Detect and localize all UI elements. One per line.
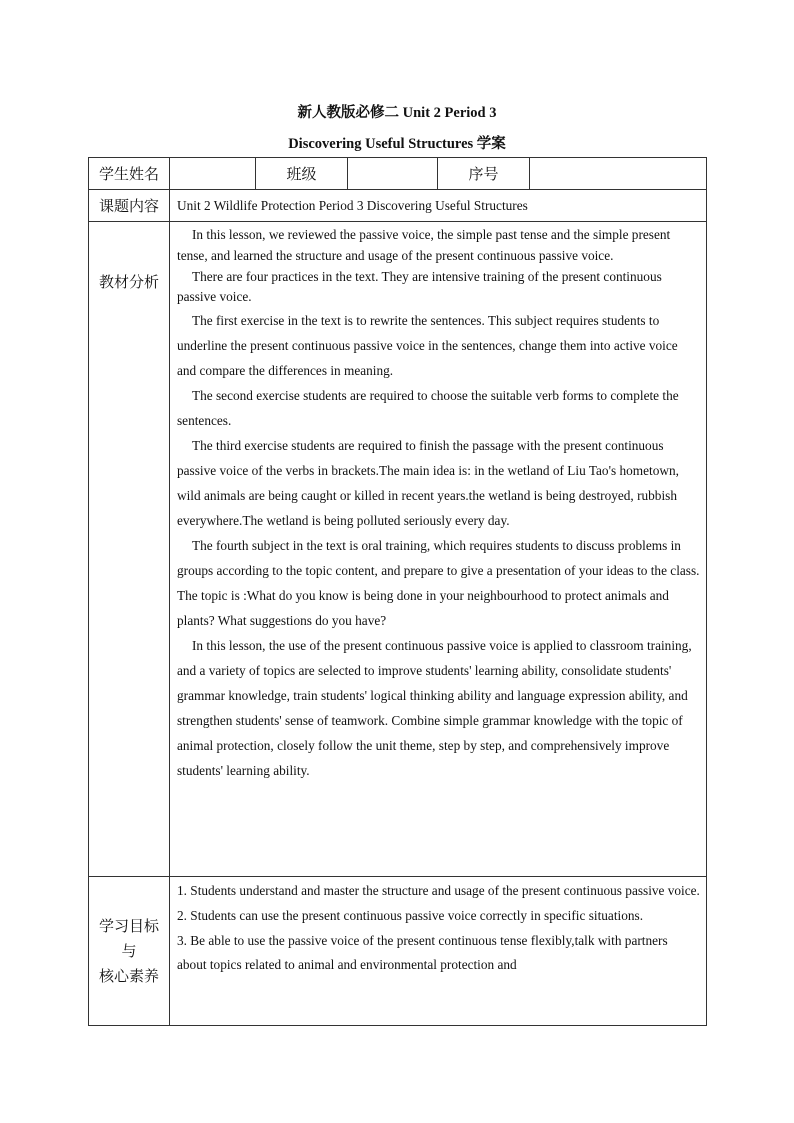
analysis-row [89, 222, 707, 877]
number-field[interactable] [530, 158, 707, 190]
topic-label: 课题内容 [89, 190, 170, 222]
analysis-paragraph: The second exercise students are required to choose the suitable verb forms to complete the sentences. [177, 388, 679, 429]
goals-label [89, 877, 170, 1026]
goal-item: 1. Students understand and master the structure and usage of the present continuous passive voice. [177, 883, 700, 898]
class-label: 班级 [256, 158, 348, 190]
student-name-field[interactable] [170, 158, 256, 190]
goals-label-line: 核心素养 [98, 966, 159, 985]
goals-label-line: 与 [121, 941, 137, 960]
analysis-paragraph: The third exercise students are required to finish the passage with the present continuous passive voice of the verbs in brackets.The main idea is: in the wetland of Liu Tao's hometown, wild animals are being caught or killed in recent years.the wetland is being destroyed, rubbish everywhere.The wetland is being polluted seriously every day. [177, 438, 679, 529]
analysis-paragraph: The fourth subject in the text is oral training, which requires students to discuss problems in groups according to the topic content, and prepare to give a presentation of your ideas to the class. The topic is :What do you know is being done in your neighbourhood to protect animals and plants? What suggestions do you have? [177, 538, 700, 629]
student-name-label: 学生姓名 [89, 158, 170, 190]
goals-label-line: 学习目标 [98, 916, 159, 935]
analysis-paragraph: In this lesson, we reviewed the passive voice, the simple past tense and the simple present tense, and learned the structure and usage of the present continuous passive voice. [177, 227, 671, 263]
analysis-content [170, 222, 707, 877]
topic-row [89, 190, 707, 222]
student-info-row [89, 158, 707, 190]
goal-item: 2. Students can use the present continuous passive voice correctly in specific situations. [177, 907, 644, 923]
analysis-paragraph: In this lesson, the use of the present continuous passive voice is applied to classroom training, and a variety of topics are selected to improve students' learning ability, consolidate students' grammar knowledge, train students' logical thinking ability and language expression ability, and strengthen students' sense of teamwork. Combine simple grammar knowledge with the topic of animal protection, closely follow the unit theme, step by step, and comprehensively improve students' learning ability. [177, 638, 692, 779]
analysis-paragraph: There are four practices in the text. They are intensive training of the present continuous passive voice. [177, 268, 662, 305]
study-plan-table [88, 157, 707, 1026]
number-label: 序号 [438, 158, 530, 190]
document-subtitle: Discovering Useful Structures 学案 [288, 136, 506, 152]
goals-row [89, 877, 707, 1026]
goal-item: 3. Be able to use the passive voice of the present continuous tense flexibly,talk with partners about topics related to animal and environmental protection and [177, 932, 668, 973]
class-field[interactable] [348, 158, 438, 190]
topic-value: Unit 2 Wildlife Protection Period 3 Discovering Useful Structures [170, 190, 707, 222]
analysis-paragraph: The first exercise in the text is to rewrite the sentences. This subject requires students to underline the present continuous passive voice in the sentences, change them into active voice and compare the differences in meaning. [177, 313, 678, 379]
document-title: 新人教版必修二 Unit 2 Period 3 [297, 105, 497, 121]
goals-content [170, 877, 707, 1026]
analysis-label: 教材分析 [89, 222, 170, 877]
